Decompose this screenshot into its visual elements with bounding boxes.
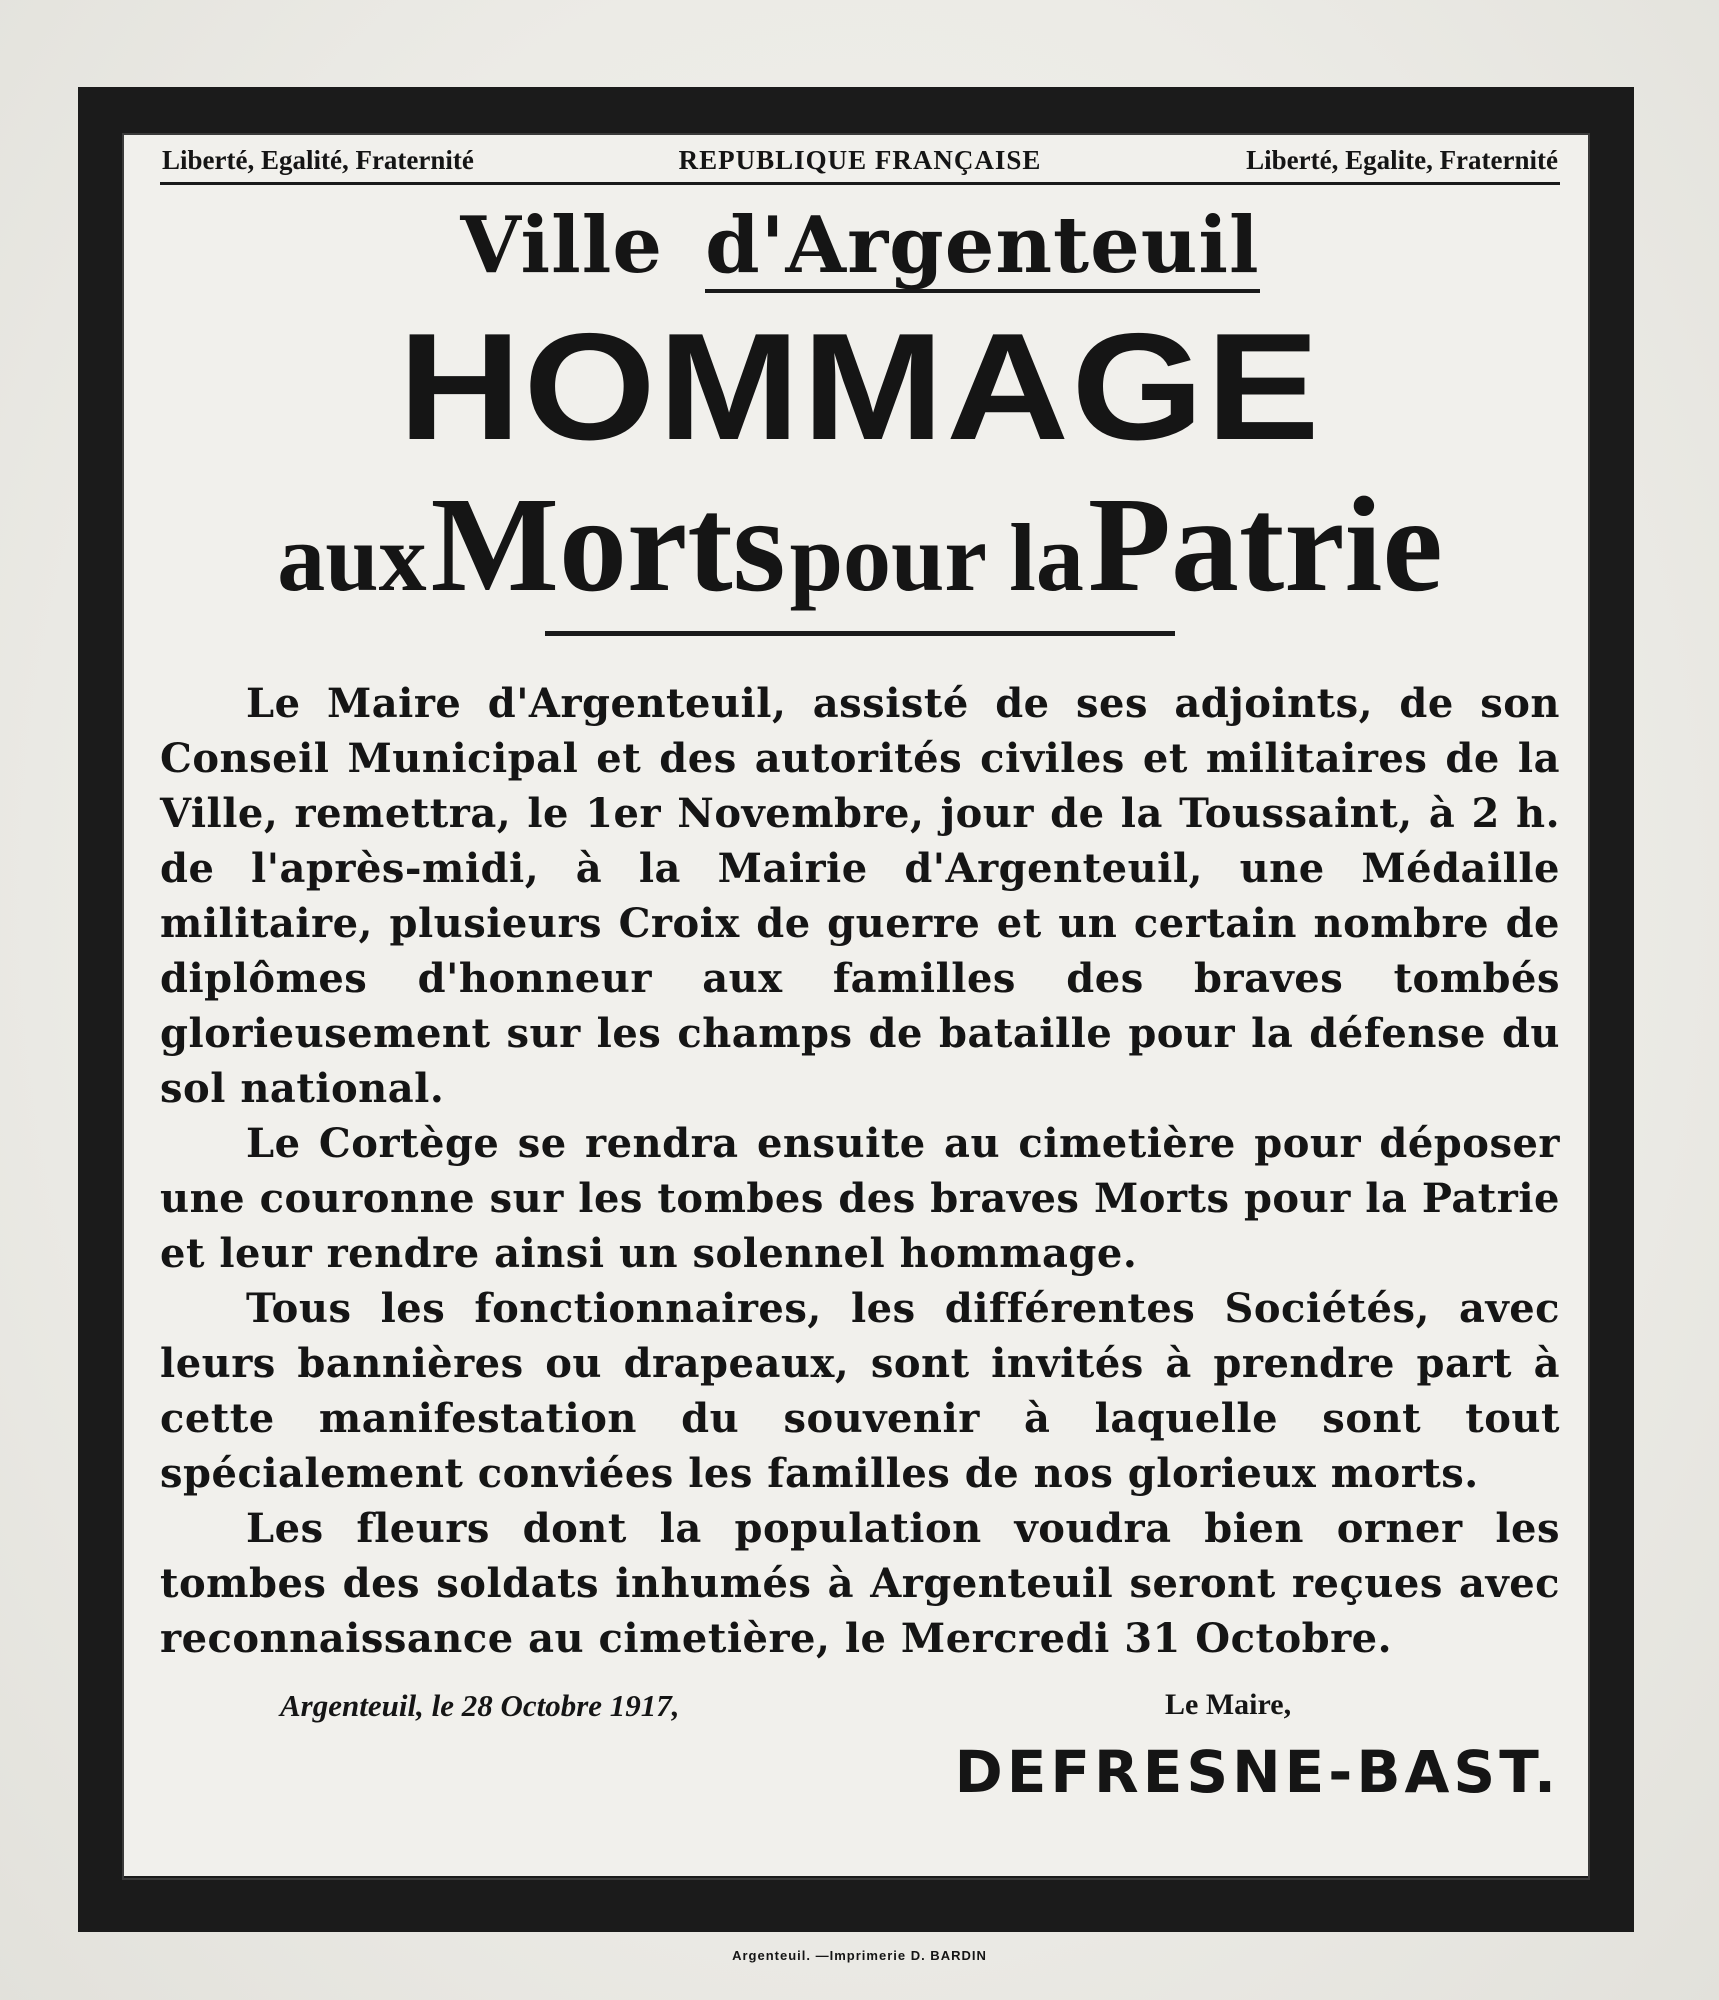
motto-right: Liberté, Egalite, Fraternité xyxy=(1246,145,1558,175)
title-divider xyxy=(545,631,1175,636)
paragraph-flowers: Les fleurs dont la population voudra bien orner les tombes des soldats inhumés à Argenteuil seront reçues avec reconnaissance au cimetière, le Mercredi 31 Octobre. xyxy=(160,1505,1560,1662)
title-hommage: HOMMAGE xyxy=(398,302,1322,472)
title-patrie: Patrie xyxy=(1087,470,1443,620)
title-ville xyxy=(160,200,1560,293)
printer-credit: Argenteuil. —Imprimerie D. BARDIN xyxy=(732,1948,987,1963)
motto-left: Liberté, Egalité, Fraternité xyxy=(162,145,474,175)
title-pour-la: pour la xyxy=(789,504,1084,611)
title-aux: aux xyxy=(277,504,427,611)
announcement-body xyxy=(160,676,1560,1666)
title-morts-pour-la-patrie xyxy=(160,470,1560,620)
header-motto-row xyxy=(160,145,1560,185)
date-line: Argenteuil, le 28 Octobre 1917, xyxy=(280,1688,680,1723)
maire-name: DEFRESNE-BAST. xyxy=(954,1738,1560,1806)
title-ville-prefix: Ville xyxy=(460,200,663,291)
paragraph-ceremony: Le Maire d'Argenteuil, assisté de ses adjoints, de son Conseil Municipal et des autorités civiles et militaires de la Ville, remettra, le 1er Novembre, jour de la Toussaint, à 2 h. de l'après-midi, à la Mairie d'Argenteuil, une Médaille militaire, plusieurs Croix de guerre et un certain nombre de diplômes d'honneur aux familles des braves tombés glorieusement sur les champs de bataille pour la défense du sol national. xyxy=(160,680,1560,1112)
republic-title: REPUBLIQUE FRANÇAISE xyxy=(678,145,1042,175)
maire-label: Le Maire, xyxy=(1165,1688,1292,1721)
paragraph-invitation: Tous les fonctionnaires, les différentes Sociétés, avec leurs bannières ou drapeaux, sont invités à prendre part à cette manifestation du souvenir à laquelle sont tout spécialement conviées les familles de nos glorieux morts. xyxy=(160,1285,1560,1497)
title-ville-name: d'Argenteuil xyxy=(705,200,1260,291)
title-morts: Morts xyxy=(430,470,786,620)
signature-block xyxy=(160,1688,1560,1808)
poster-content xyxy=(160,145,1560,1808)
paragraph-cortege: Le Cortège se rendra ensuite au cimetière pour déposer une couronne sur les tombes des braves Morts pour la Patrie et leur rendre ainsi un solennel hommage. xyxy=(160,1120,1560,1277)
